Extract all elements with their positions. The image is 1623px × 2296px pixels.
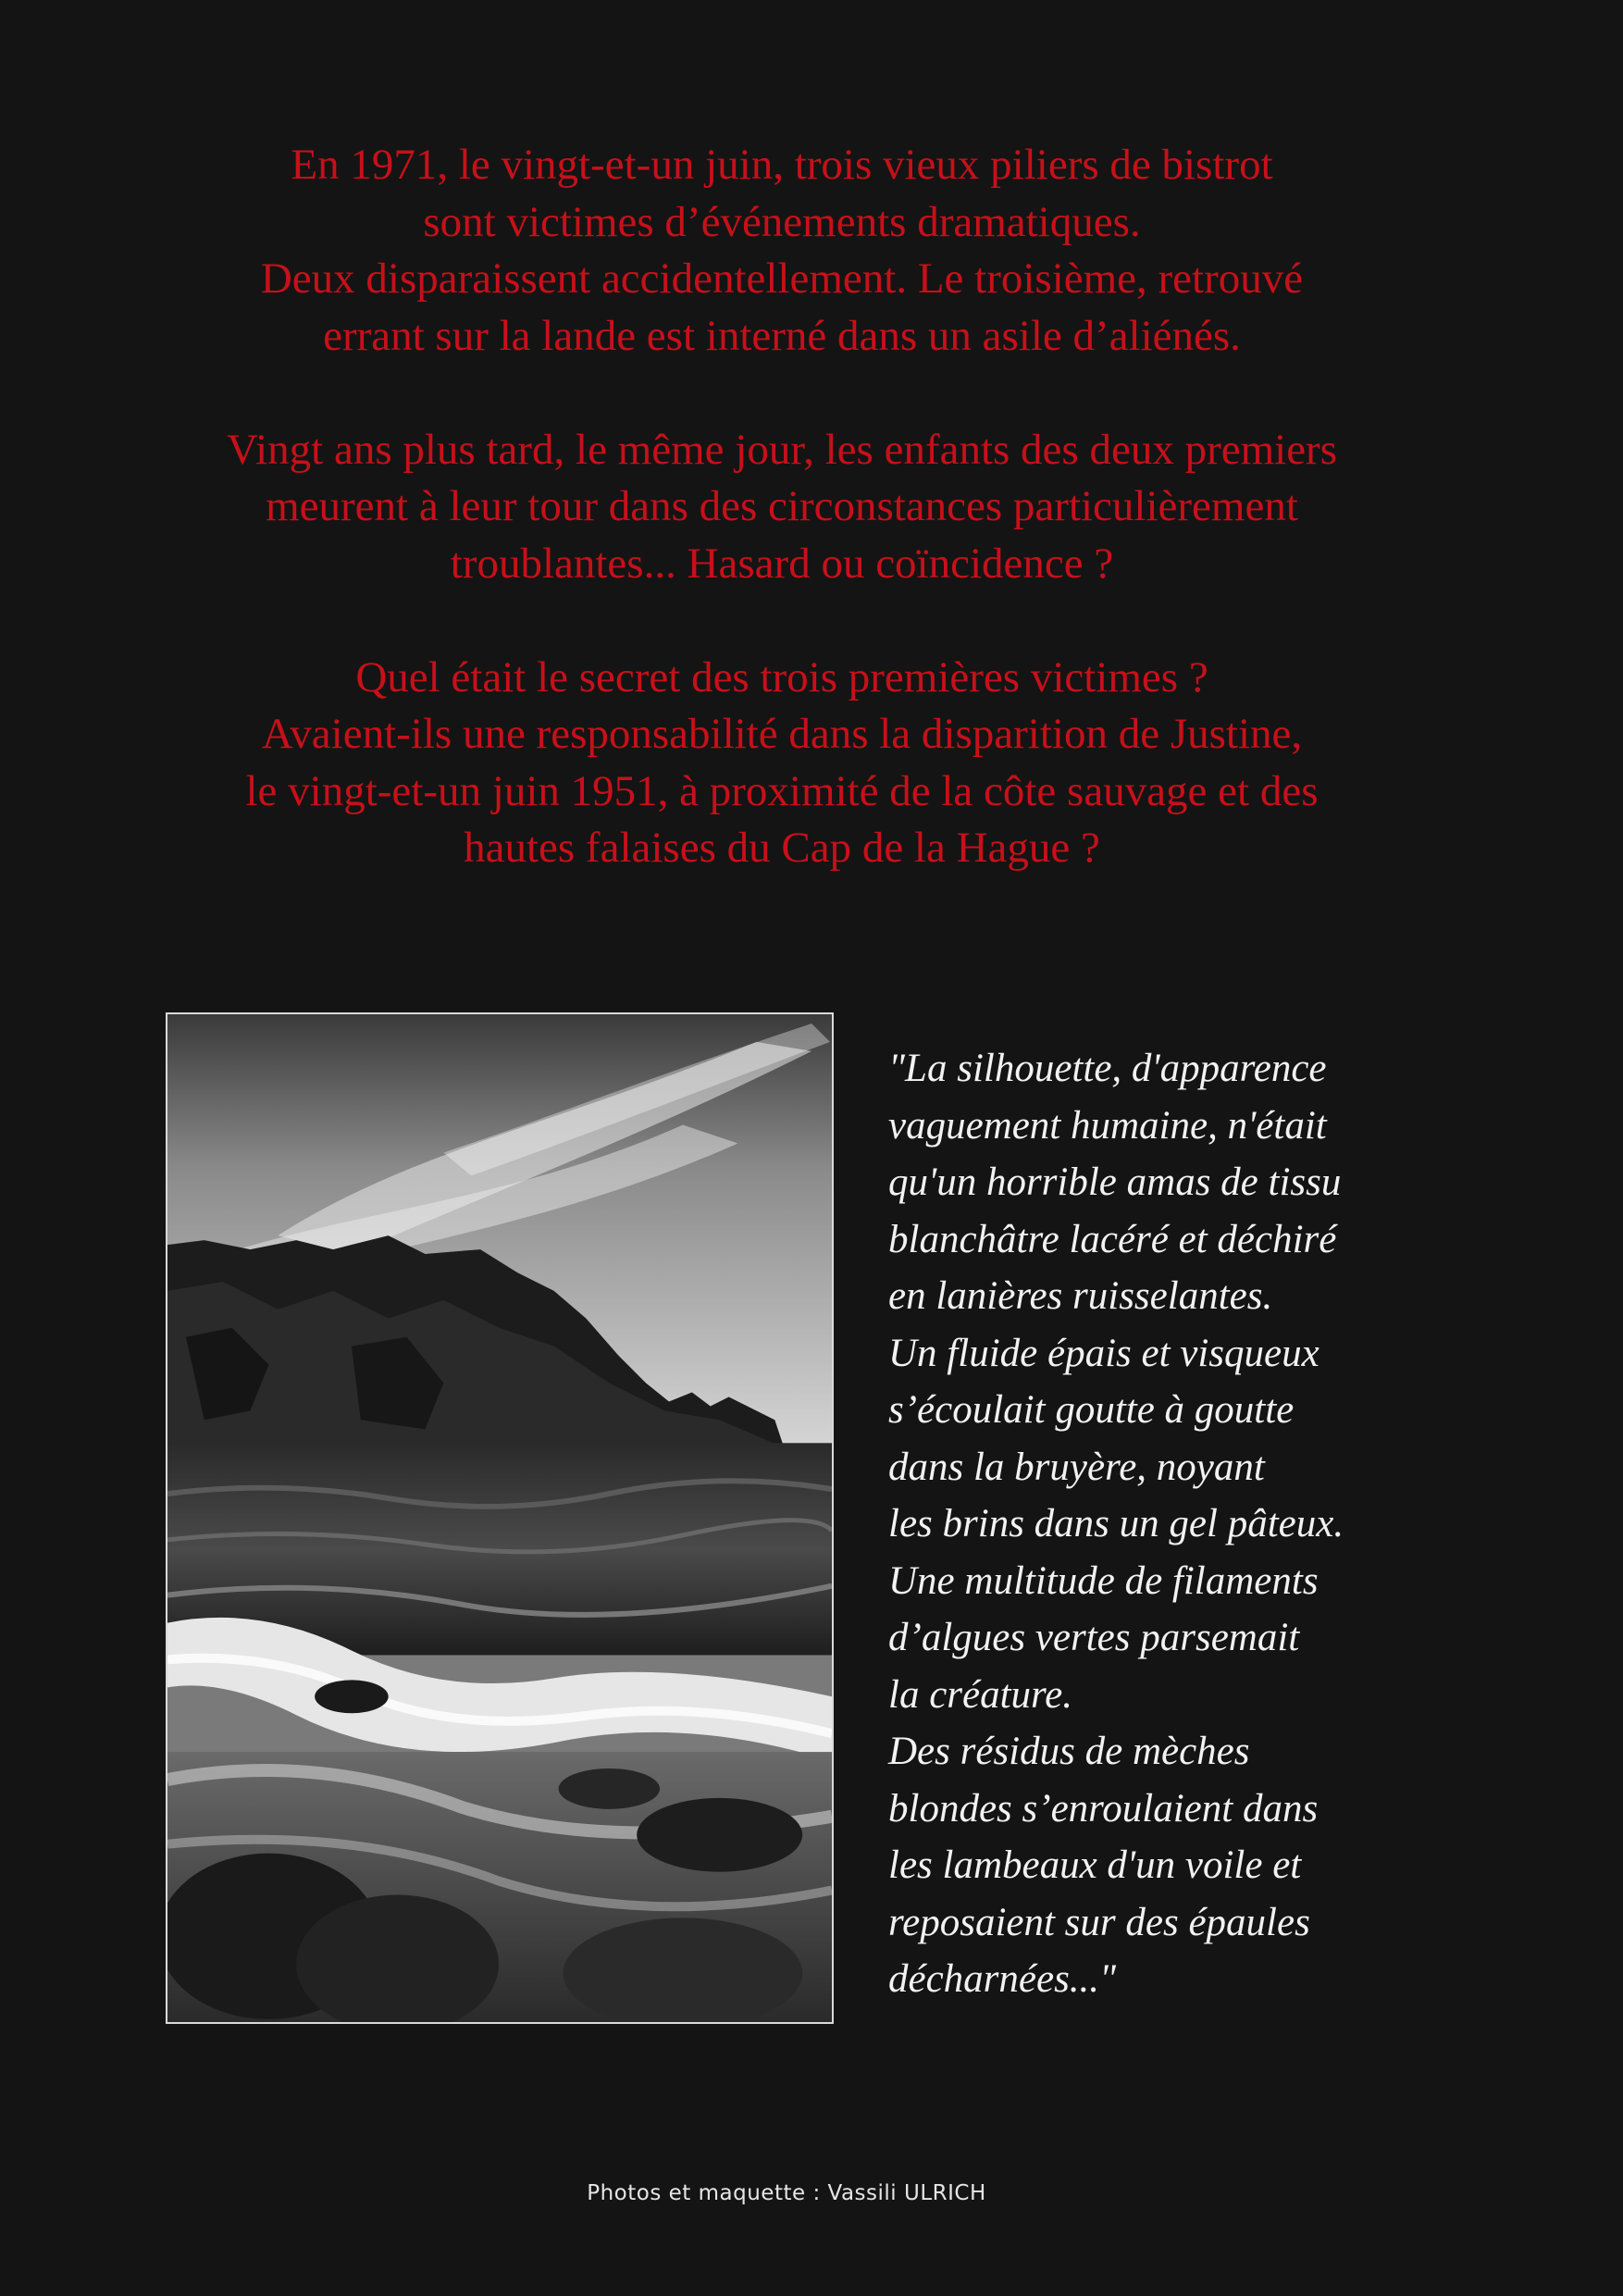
paragraph-gap — [130, 365, 1434, 422]
intro-line: sont victimes d’événements dramatiques. — [423, 197, 1141, 246]
intro-line: errant sur la lande est interné dans un asile d’aliénés. — [323, 311, 1241, 360]
intro-line: troublantes... Hasard ou coïncidence ? — [450, 539, 1114, 588]
quote-line: Une multitude de filaments — [888, 1558, 1319, 1603]
quote-line: blondes s’enroulaient dans — [888, 1786, 1319, 1831]
intro-line: En 1971, le vingt-et-un juin, trois vieux piliers de bistrot — [291, 141, 1273, 189]
quote-line: les brins dans un gel pâteux. — [888, 1502, 1344, 1545]
quote-line: blanchâtre lacéré et déchiré — [888, 1217, 1337, 1261]
paragraph-gap — [130, 592, 1434, 650]
intro-line: Avaient-ils une responsabilité dans la disparition de Justine, — [261, 710, 1303, 758]
quote-line: en lanières ruisselantes. — [888, 1274, 1273, 1318]
quote-line: décharnées..." — [888, 1957, 1117, 2001]
quote-line: Des résidus de mèches — [888, 1730, 1250, 1773]
quote-line: la créature. — [888, 1672, 1073, 1717]
quote-line: reposaient sur des épaules — [888, 1900, 1310, 1944]
intro-line: Vingt ans plus tard, le même jour, les enfants des deux premiers — [226, 425, 1337, 474]
seascape-illustration — [167, 1014, 832, 2022]
quote-line: d’algues vertes parsemait — [888, 1616, 1300, 1659]
quote-line: s’écoulait goutte à goutte — [888, 1388, 1295, 1432]
intro-line: Deux disparaissent accidentellement. Le troisième, retrouvé — [260, 254, 1304, 303]
photo-credit: Photos et maquette : Vassili ULRICH — [587, 2181, 986, 2205]
intro-line: hautes falaises du Cap de la Hague ? — [464, 824, 1100, 872]
quote-line: les lambeaux d'un voile et — [888, 1843, 1302, 1887]
quote-line: vaguement humaine, n'était — [888, 1103, 1327, 1148]
coastal-cliff-photo — [166, 1012, 834, 2024]
intro-line: Quel était le secret des trois premières victimes ? — [355, 652, 1208, 701]
quote-line: Un fluide épais et visqueux — [888, 1331, 1319, 1375]
quote-excerpt — [888, 1040, 1443, 2008]
intro-line: le vingt-et-un juin 1951, à proximité de la côte sauvage et des — [245, 766, 1319, 815]
intro-text — [130, 137, 1434, 877]
intro-line: meurent à leur tour dans des circonstances particulièrement — [266, 482, 1298, 530]
quote-line: "La silhouette, d'apparence — [888, 1047, 1327, 1090]
quote-line: qu'un horrible amas de tissu — [888, 1160, 1342, 1204]
quote-line: dans la bruyère, noyant — [888, 1445, 1265, 1489]
